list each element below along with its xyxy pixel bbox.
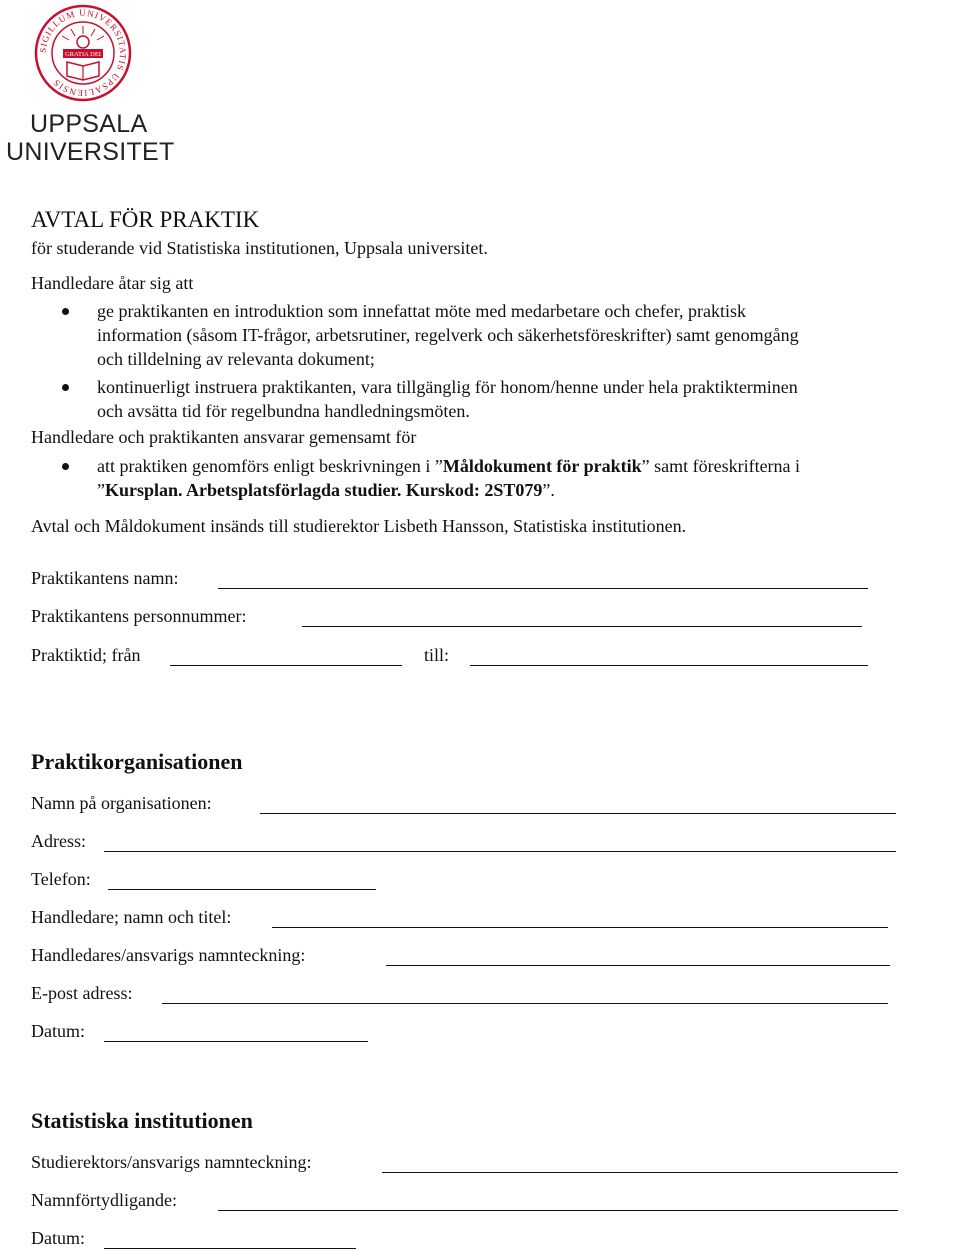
joint-item-line-2 bbox=[97, 479, 555, 501]
org-date-label: Datum: bbox=[31, 1021, 85, 1041]
supervisor-intro: Handledare åtar sig att bbox=[31, 273, 194, 293]
goal-document-ref: Måldokument för praktik bbox=[442, 456, 642, 476]
supervisor-item-2-line-2: och avsätta tid för regelbundna handledningsmöten. bbox=[97, 401, 470, 421]
org-supervisor-label: Handledare; namn och titel: bbox=[31, 907, 232, 927]
period-to-label: till: bbox=[424, 645, 450, 665]
dept-date-field[interactable] bbox=[104, 1248, 356, 1249]
wordmark-line-2: UNIVERSITET bbox=[6, 138, 175, 166]
trainee-name-field[interactable] bbox=[218, 588, 868, 589]
bullet-icon bbox=[62, 308, 69, 315]
dept-signature-label: Studierektors/ansvarigs namnteckning: bbox=[31, 1152, 312, 1172]
supervisor-item-1-line-1: ge praktikanten en introduktion som innefattat möte med medarbetare och chefer, praktisk bbox=[97, 301, 747, 321]
university-wordmark bbox=[6, 110, 175, 166]
org-address-field[interactable] bbox=[104, 851, 896, 852]
joint-item-text: att praktiken genomförs enligt beskrivningen i ” bbox=[97, 456, 443, 476]
seal-banner-text: GRATIA DEI bbox=[65, 51, 101, 58]
page-title: AVTAL FÖR PRAKTIK bbox=[31, 207, 260, 232]
org-section-heading: Praktikorganisationen bbox=[31, 749, 243, 774]
period-from-field[interactable] bbox=[170, 665, 402, 666]
org-phone-label: Telefon: bbox=[31, 869, 91, 889]
dept-clarification-label: Namnförtydligande: bbox=[31, 1190, 177, 1210]
org-phone-field[interactable] bbox=[108, 889, 376, 890]
period-to-field[interactable] bbox=[470, 665, 868, 666]
org-date-field[interactable] bbox=[104, 1041, 368, 1042]
org-address-label: Adress: bbox=[31, 831, 86, 851]
joint-intro: Handledare och praktikanten ansvarar gemensamt för bbox=[31, 427, 417, 447]
bullet-icon bbox=[62, 384, 69, 391]
supervisor-item-1-line-2: information (såsom IT-frågor, arbetsrutiner, regelverk och säkerhetsföreskrifter) samt genomgång bbox=[97, 325, 799, 345]
org-supervisor-field[interactable] bbox=[272, 927, 888, 928]
uppsala-university-logo bbox=[4, 4, 175, 169]
period-from-label: Praktiktid; från bbox=[31, 645, 141, 665]
joint-item-line-1 bbox=[97, 455, 800, 477]
org-signature-field[interactable] bbox=[386, 965, 890, 966]
course-plan-ref: Kursplan. Arbetsplatsförlagda studier. Kurskod: 2ST079 bbox=[105, 480, 543, 500]
supervisor-item-2-line-1: kontinuerligt instruera praktikanten, vara tillgänglig för honom/henne under hela praktikterminen bbox=[97, 377, 798, 397]
university-seal-icon bbox=[34, 4, 132, 102]
org-name-label: Namn på organisationen: bbox=[31, 793, 212, 813]
trainee-personnummer-field[interactable] bbox=[302, 626, 862, 627]
org-email-field[interactable] bbox=[162, 1003, 888, 1004]
bullet-icon bbox=[62, 463, 69, 470]
seal-ring-text: SIGILLUM UNIVERSITATIS UPSALIENSIS bbox=[37, 7, 129, 99]
org-name-field[interactable] bbox=[260, 813, 896, 814]
trainee-personnummer-label: Praktikantens personnummer: bbox=[31, 606, 247, 626]
joint-item-text: ” samt föreskrifterna i bbox=[641, 456, 801, 476]
dept-clarification-field[interactable] bbox=[218, 1210, 898, 1211]
trainee-name-label: Praktikantens namn: bbox=[31, 568, 179, 588]
dept-section-heading: Statistiska institutionen bbox=[31, 1108, 253, 1133]
dept-date-label: Datum: bbox=[31, 1228, 85, 1248]
dept-signature-field[interactable] bbox=[382, 1172, 898, 1173]
supervisor-item-1-line-3: och tilldelning av relevanta dokument; bbox=[97, 349, 375, 369]
org-signature-label: Handledares/ansvarigs namnteckning: bbox=[31, 945, 306, 965]
org-email-label: E-post adress: bbox=[31, 983, 133, 1003]
wordmark-line-1: UPPSALA bbox=[30, 110, 148, 138]
joint-item-text: ”. bbox=[542, 480, 555, 500]
joint-item-text: ” bbox=[97, 480, 105, 500]
page-subtitle: för studerande vid Statistiska institutionen, Uppsala universitet. bbox=[31, 238, 488, 258]
submit-note: Avtal och Måldokument insänds till studierektor Lisbeth Hansson, Statistiska institutionen. bbox=[31, 516, 687, 536]
